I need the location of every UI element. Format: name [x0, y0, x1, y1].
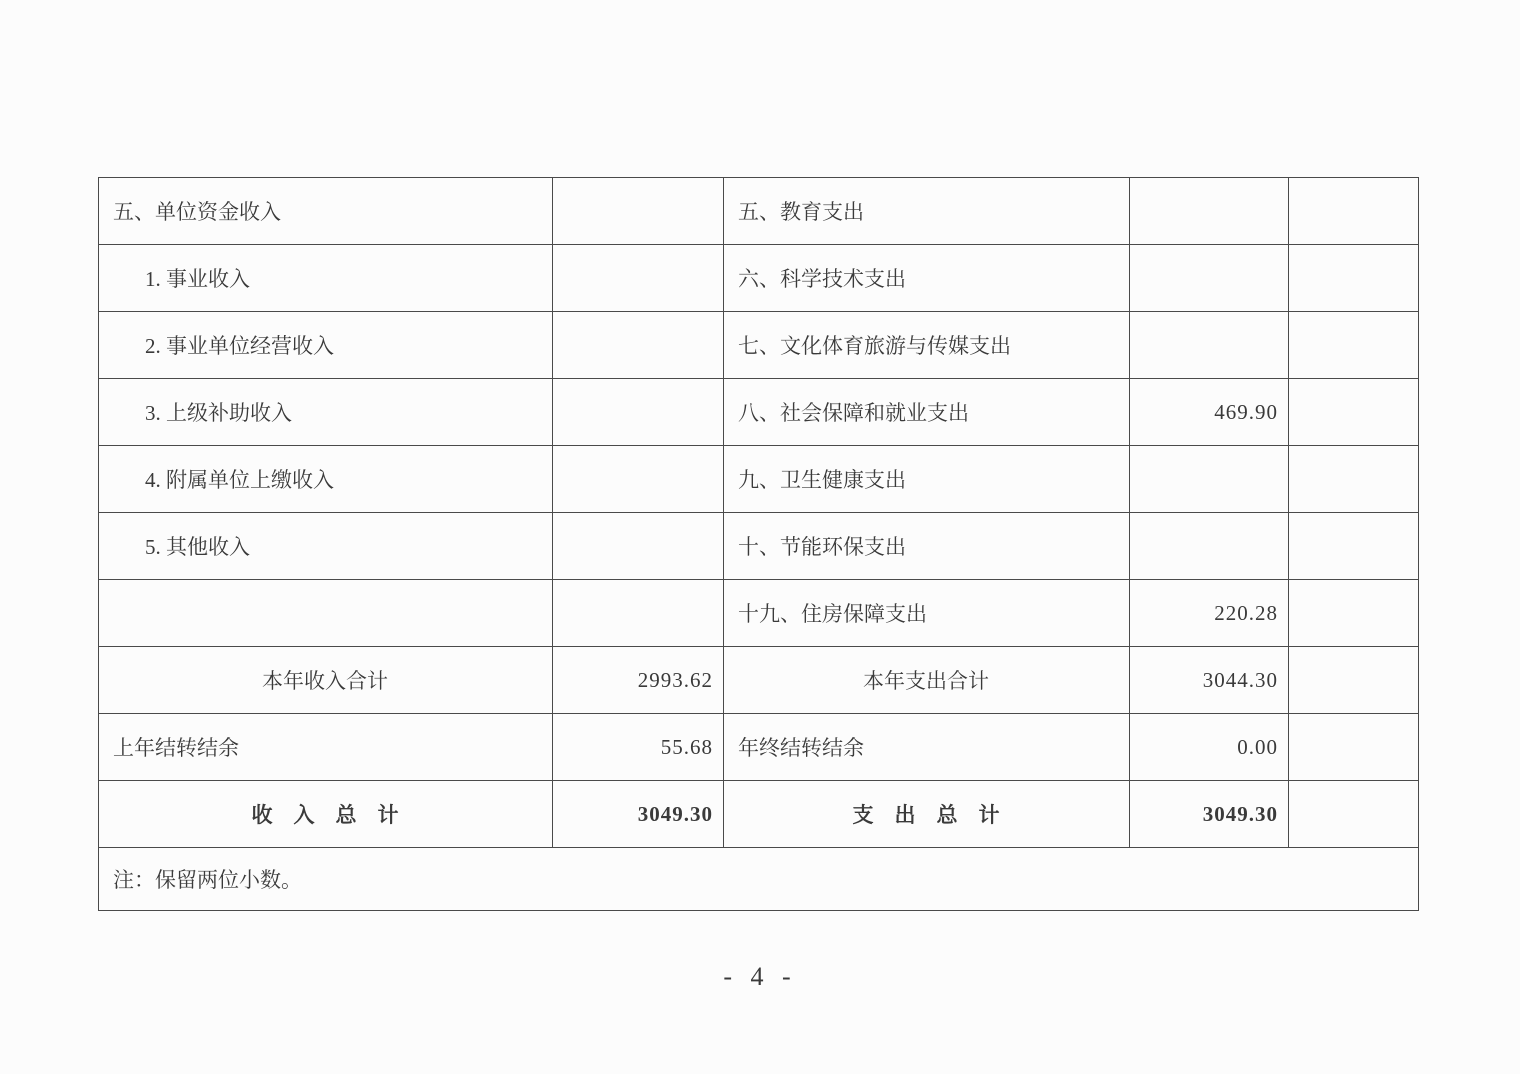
income-amount-cell [553, 446, 724, 513]
expense-label-cell: 九、卫生健康支出 [724, 446, 1130, 513]
spare-cell [1289, 312, 1419, 379]
spare-cell [1289, 178, 1419, 245]
spare-cell [1289, 714, 1419, 781]
expense-amount-cell [1130, 446, 1289, 513]
expense-label-cell: 八、社会保障和就业支出 [724, 379, 1130, 446]
expense-amount-cell [1130, 178, 1289, 245]
spare-cell [1289, 580, 1419, 647]
income-label-cell [99, 580, 553, 647]
spare-cell [1289, 379, 1419, 446]
income-label-cell: 2. 事业单位经营收入 [99, 312, 553, 379]
income-amount-cell [553, 312, 724, 379]
income-amount-cell [553, 245, 724, 312]
table-row [99, 379, 1419, 446]
income-label-cell: 5. 其他收入 [99, 513, 553, 580]
table-row [99, 446, 1419, 513]
spare-cell [1289, 513, 1419, 580]
expense-label-cell: 十、节能环保支出 [724, 513, 1130, 580]
expense-amount-cell: 0.00 [1130, 714, 1289, 781]
spare-cell [1289, 647, 1419, 714]
income-total-amount-cell: 3049.30 [553, 781, 724, 848]
page-number: - 4 - [723, 962, 797, 991]
income-label-cell: 1. 事业收入 [99, 245, 553, 312]
income-label-cell: 4. 附属单位上缴收入 [99, 446, 553, 513]
expense-amount-cell [1130, 513, 1289, 580]
expense-label-cell: 十九、住房保障支出 [724, 580, 1130, 647]
expense-amount-cell [1130, 245, 1289, 312]
spare-cell [1289, 781, 1419, 848]
expense-total-label-cell: 支 出 总 计 [724, 781, 1130, 848]
expense-total-amount-cell: 3049.30 [1130, 781, 1289, 848]
table-note: 注：保留两位小数。 [99, 848, 1419, 911]
expense-amount-cell [1130, 312, 1289, 379]
expense-label-cell: 六、科学技术支出 [724, 245, 1130, 312]
income-amount-cell: 2993.62 [553, 647, 724, 714]
income-amount-cell [553, 513, 724, 580]
income-amount-cell [553, 178, 724, 245]
budget-table [98, 177, 1419, 911]
spare-cell [1289, 446, 1419, 513]
expense-label-cell: 本年支出合计 [724, 647, 1130, 714]
income-label-cell: 本年收入合计 [99, 647, 553, 714]
income-label-cell: 上年结转结余 [99, 714, 553, 781]
table-row [99, 245, 1419, 312]
spare-cell [1289, 245, 1419, 312]
table-row [99, 580, 1419, 647]
table-row-totals [99, 781, 1419, 848]
expense-amount-cell: 469.90 [1130, 379, 1289, 446]
expense-amount-cell: 3044.30 [1130, 647, 1289, 714]
table-row [99, 647, 1419, 714]
table-row [99, 513, 1419, 580]
income-amount-cell [553, 379, 724, 446]
table-row [99, 312, 1419, 379]
table-row [99, 714, 1419, 781]
table-note-row [99, 848, 1419, 911]
expense-amount-cell: 220.28 [1130, 580, 1289, 647]
income-label-cell: 五、单位资金收入 [99, 178, 553, 245]
income-total-label-cell: 收 入 总 计 [99, 781, 553, 848]
income-amount-cell [553, 580, 724, 647]
table-row [99, 178, 1419, 245]
expense-label-cell: 年终结转结余 [724, 714, 1130, 781]
expense-label-cell: 七、文化体育旅游与传媒支出 [724, 312, 1130, 379]
expense-label-cell: 五、教育支出 [724, 178, 1130, 245]
income-amount-cell: 55.68 [553, 714, 724, 781]
income-label-cell: 3. 上级补助收入 [99, 379, 553, 446]
